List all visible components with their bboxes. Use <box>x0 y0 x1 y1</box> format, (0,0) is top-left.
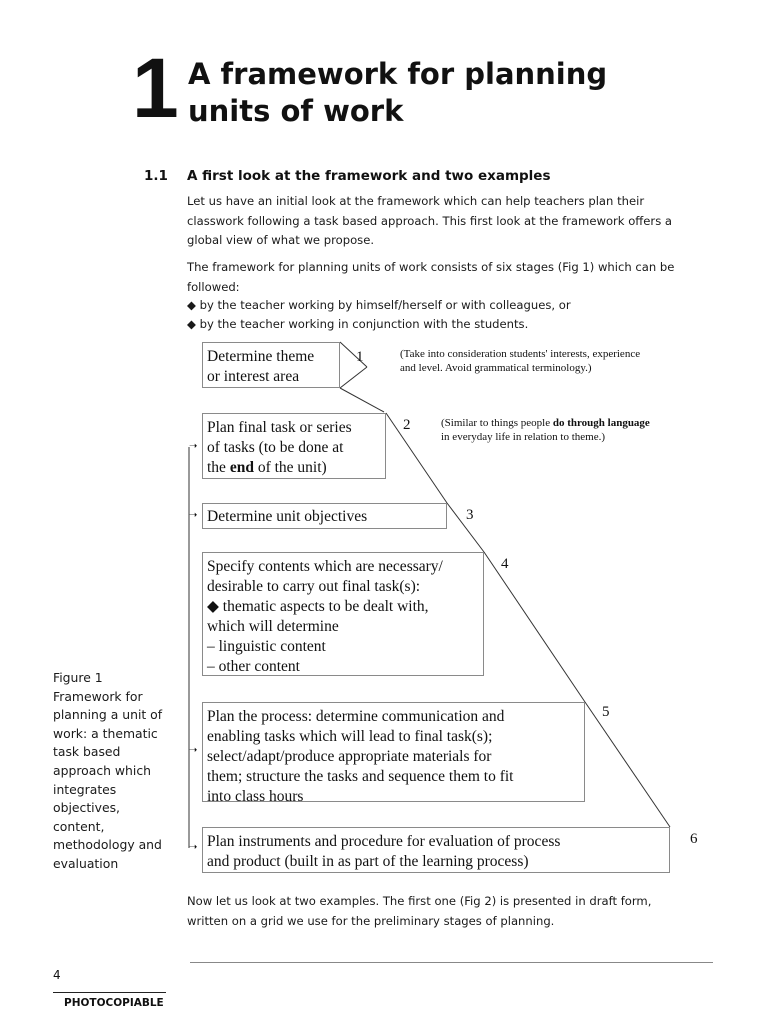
chapter-number: 1 <box>132 41 175 135</box>
stage-text-line: Plan instruments and procedure for evaluation of process <box>207 833 561 850</box>
caption-line: objectives, <box>53 800 120 816</box>
section-number: 1.1 <box>144 168 168 184</box>
chapter-title-line: A framework for planning <box>188 57 608 91</box>
diagonal-edge-5 <box>585 702 670 827</box>
stage-text-line: them; structure the tasks and sequence them to fit <box>207 768 514 785</box>
note-line: in everyday life in relation to theme.) <box>441 431 606 443</box>
stage-5-box <box>202 702 585 805</box>
text-line: The framework for planning units of work consists of six stages (Fig 1) which can be <box>187 260 675 274</box>
note-line: (Similar to things people do through language <box>441 417 650 429</box>
stage-text-line: enabling tasks which will lead to final task(s); <box>207 728 493 745</box>
arrow-right-icon: ➝ <box>189 842 198 853</box>
stage-text-line: Plan the process: determine communication and <box>207 708 505 725</box>
caption-line: approach which <box>53 762 152 778</box>
footer-rule <box>53 992 166 993</box>
diamond-bullet-icon: ◆ <box>187 317 196 331</box>
stage-1-note <box>400 347 640 375</box>
caption-line: methodology and <box>53 837 162 853</box>
caption-line: Figure 1 <box>53 670 103 685</box>
chapter-title-line: units of work <box>188 94 404 128</box>
stage-2-box <box>202 413 386 479</box>
stage-text-line: Specify contents which are necessary/ <box>207 558 443 575</box>
figure-caption <box>53 669 171 874</box>
bottom-rule <box>190 962 713 963</box>
stage-2-number: 2 <box>403 417 411 433</box>
outro-paragraph <box>187 892 712 931</box>
stage-text-line: Determine unit objectives <box>207 508 368 525</box>
arrow-right-icon: ➝ <box>189 745 198 756</box>
stage-text-line: select/adapt/produce appropriate materials for <box>207 748 492 765</box>
stage-4-box <box>202 552 484 676</box>
stage-text-line: the end of the unit) <box>207 459 327 476</box>
caption-line: evaluation <box>53 855 119 871</box>
bullet-text: by the teacher working by himself/herself or with colleagues, or <box>199 298 571 312</box>
stage-text-line: desirable to carry out final task(s): <box>207 578 421 595</box>
footer-label: PHOTOCOPIABLE <box>64 997 164 1009</box>
text-line: Let us have an initial look at the framework which can help teachers plan their <box>187 194 645 208</box>
arrow-right-icon: ➝ <box>189 510 198 521</box>
diagonal-edge-2 <box>386 413 447 503</box>
stage-text-line: and product (built in as part of the learning process) <box>207 853 529 870</box>
stage-text-line: ◆ thematic aspects to be dealt with, <box>207 598 429 615</box>
caption-line: task based <box>53 744 121 760</box>
caption-line: integrates <box>53 781 117 797</box>
text-line: followed: <box>187 279 240 294</box>
stage-3-box <box>202 503 447 529</box>
note-line: and level. Avoid grammatical terminology.) <box>400 362 592 374</box>
stage-6-box <box>202 827 670 873</box>
stage-4-number: 4 <box>501 556 509 572</box>
section-title: A first look at the framework and two examples <box>187 168 551 184</box>
caption-line: planning a unit of <box>53 707 163 723</box>
stage-text-line: – other content <box>207 658 300 675</box>
stage-text-line: – linguistic content <box>207 638 326 655</box>
diagonal-edge-4 <box>484 552 585 702</box>
stage-3-number: 3 <box>466 507 474 523</box>
stage-1-number: 1 <box>356 349 364 365</box>
diamond-bullet-icon: ◆ <box>187 298 196 312</box>
stage-5-number: 5 <box>602 704 610 720</box>
stage-text-line: into class hours <box>207 788 304 805</box>
text-line: written on a grid we use for the preliminary stages of planning. <box>187 913 555 928</box>
note-line: (Take into consideration students' interests, experience <box>400 348 641 360</box>
stage-text-line: which will determine <box>207 618 339 635</box>
stage-6-number: 6 <box>690 831 698 847</box>
stage-1-box <box>202 342 340 388</box>
bullet-text: by the teacher working in conjunction with the students. <box>199 317 529 331</box>
caption-line: content, <box>53 818 105 834</box>
text-line: classwork following a task based approach. This first look at the framework offers a <box>187 213 673 228</box>
page-number: 4 <box>53 968 61 982</box>
stage-text-line: Determine theme <box>207 348 315 365</box>
arrow-right-icon: ➝ <box>189 441 198 452</box>
text-line: global view of what we propose. <box>187 233 375 247</box>
stage-text-line: of tasks (to be done at <box>207 439 344 456</box>
stage-2-note <box>441 416 650 444</box>
text-line: Now let us look at two examples. The first one (Fig 2) is presented in draft form, <box>187 894 652 908</box>
caption-line: Framework for <box>53 688 143 704</box>
caption-line: work: a thematic <box>53 725 158 741</box>
stage-text-line: Plan final task or series <box>207 419 352 436</box>
stage-text-line: or interest area <box>207 368 300 385</box>
